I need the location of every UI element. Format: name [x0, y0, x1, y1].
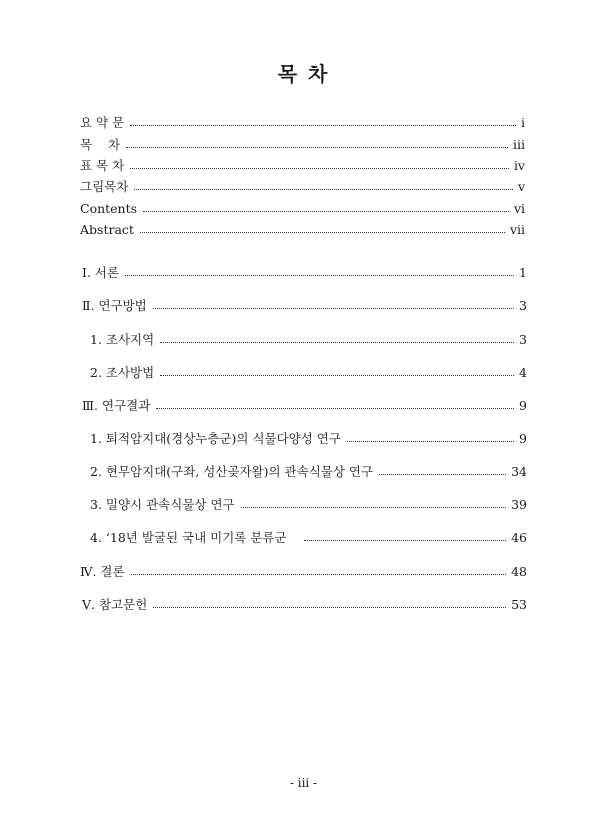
leader-dots: [241, 506, 506, 508]
toc-entry-chapter-1[interactable]: [82, 265, 527, 281]
toc-entry-label: 목 차: [80, 137, 121, 152]
toc-entry-label: 2. 현무암지대(구좌, 성산곶자왈)의 관속식물상 연구: [90, 464, 374, 479]
toc-entry-label: 3. 밀양시 관속식물상 연구: [90, 497, 235, 512]
toc-entry-chapter-4[interactable]: [80, 564, 527, 580]
toc-entry-label: 그림목차: [80, 179, 129, 194]
toc-entry-chapter-3[interactable]: [82, 398, 527, 414]
leader-dots: [160, 374, 514, 376]
toc-entry-contents-en[interactable]: [80, 201, 525, 217]
leader-dots: [347, 440, 514, 442]
toc-entry-label: Ⅲ. 연구결과: [82, 398, 151, 413]
toc-entry-page: i: [521, 115, 525, 130]
leader-dots: [153, 307, 514, 309]
page-number-footer: - iii -: [289, 776, 318, 790]
toc-entry-label: Ⅰ. 서론: [82, 265, 120, 280]
toc-entry-label: Ⅱ. 연구방법: [82, 298, 147, 313]
toc-entry-chapter-2[interactable]: [82, 298, 527, 314]
toc-entry-label: Contents: [80, 201, 138, 216]
toc-entry-section-3-1[interactable]: [90, 431, 527, 447]
leader-dots: [126, 146, 508, 148]
toc-entry-section-3-2[interactable]: [90, 464, 527, 480]
leader-dots: [130, 124, 516, 126]
leader-dots: [156, 407, 514, 409]
leader-dots: [304, 539, 507, 541]
toc-entry-label: Ⅳ. 결론: [80, 564, 125, 579]
leader-dots: [130, 167, 509, 169]
toc-entry-section-3-4[interactable]: [90, 530, 527, 546]
toc-entry-page: 1: [519, 265, 527, 280]
toc-entry-page: 46: [511, 530, 527, 545]
toc-entry-section-3-3[interactable]: [90, 497, 527, 513]
toc-entry-page: iii: [513, 137, 525, 152]
toc-entry-label: Abstract: [80, 222, 134, 237]
toc-entry-section-2-1[interactable]: [90, 332, 527, 348]
toc-entry-section-2-2[interactable]: [90, 365, 527, 381]
leader-dots: [160, 341, 514, 343]
leader-dots: [143, 210, 509, 212]
toc-entry-contents[interactable]: [80, 137, 525, 153]
toc-entry-abstract[interactable]: [80, 222, 525, 238]
toc-entry-page: 3: [519, 298, 527, 313]
toc-entry-label: 4. ‘18년 발굴된 국내 미기록 분류군: [90, 530, 287, 545]
toc-entry-label: 표 목 차: [80, 158, 125, 173]
toc-entry-label: 요 약 문: [80, 115, 125, 130]
leader-dots: [125, 274, 514, 276]
toc-entry-label: Ⅴ. 참고문헌: [82, 597, 148, 612]
toc-entry-list-of-tables[interactable]: [80, 158, 525, 174]
toc-entry-page: 3: [519, 332, 527, 347]
toc-title: 목 차: [277, 62, 330, 86]
leader-dots: [153, 606, 506, 608]
toc-entry-page: 9: [519, 398, 527, 413]
leader-dots: [379, 473, 506, 475]
toc-entry-label: 1. 조사지역: [90, 332, 155, 347]
toc-entry-page: 9: [519, 431, 527, 446]
leader-dots: [134, 188, 513, 190]
toc-entry-label: 1. 퇴적암지대(경상누층군)의 식물다양성 연구: [90, 431, 341, 446]
toc-entry-page: vi: [513, 201, 525, 216]
toc-entry-page: 39: [511, 497, 527, 512]
toc-entry-page: 34: [511, 464, 527, 479]
toc-entry-page: iv: [513, 158, 525, 173]
toc-entry-page: vii: [509, 222, 525, 237]
leader-dots: [131, 573, 507, 575]
toc-entry-label: 2. 조사방법: [90, 365, 155, 380]
toc-entry-page: 48: [511, 564, 527, 579]
leader-dots: [140, 231, 505, 233]
toc-entry-chapter-5[interactable]: [82, 597, 527, 613]
toc-entry-page: 53: [511, 597, 527, 612]
toc-entry-page: v: [517, 179, 525, 194]
toc-entry-list-of-figures[interactable]: [80, 179, 525, 195]
toc-entry-page: 4: [519, 365, 527, 380]
toc-entry-summary[interactable]: [80, 115, 525, 131]
